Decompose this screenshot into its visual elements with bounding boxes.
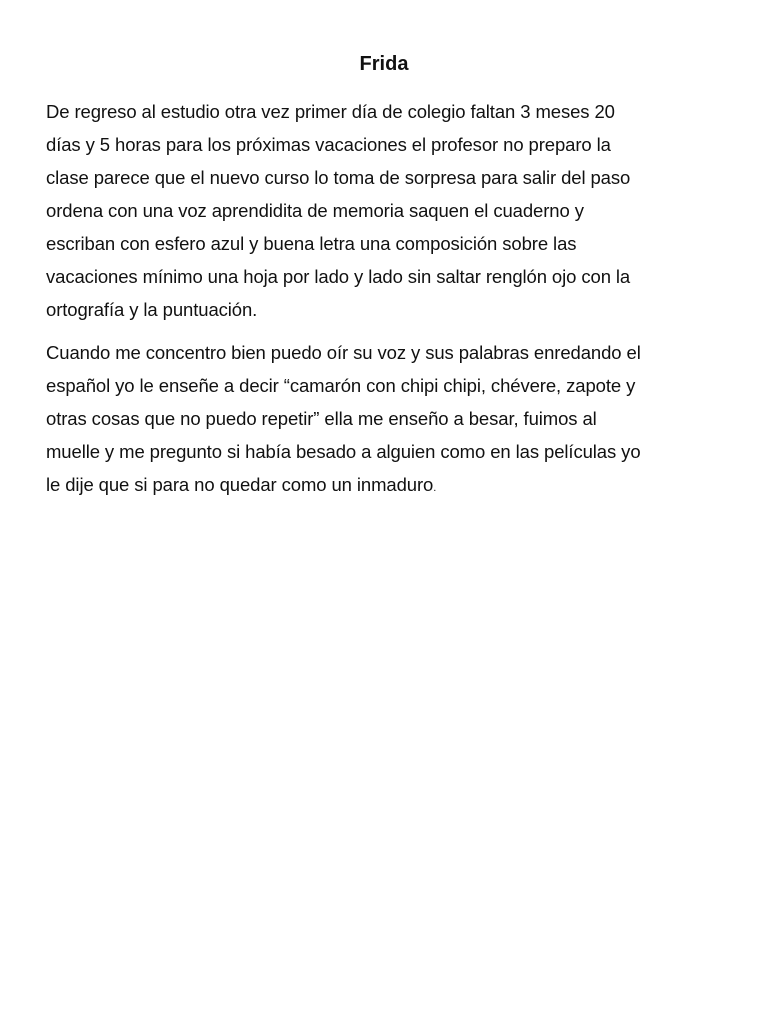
text-line-last — [46, 468, 726, 505]
text-line: ortografía y la puntuación. — [46, 299, 258, 320]
text-line: vacaciones mínimo una hoja por lado y lado sin saltar renglón ojo con la — [46, 266, 631, 287]
text-line: Cuando me concentro bien puedo oír su voz y sus palabras enredando el — [46, 342, 641, 363]
text-line: muelle y me pregunto si había besado a alguien como en las películas yo — [46, 441, 641, 462]
paragraph-1 — [46, 95, 726, 326]
text-line: clase parece que el nuevo curso lo toma de sorpresa para salir del paso — [46, 167, 631, 188]
text-line: español yo le enseñe a decir “camarón con chipi chipi, chévere, zapote y — [46, 375, 636, 396]
text-line: escriban con esfero azul y buena letra una composición sobre las — [46, 233, 577, 254]
text-line: ordena con una voz aprendidita de memoria saquen el cuaderno y — [46, 200, 584, 221]
text-line: De regreso al estudio otra vez primer día de colegio faltan 3 meses 20 — [46, 101, 615, 122]
document-title: Frida — [359, 53, 409, 75]
text-line: otras cosas que no puedo repetir” ella me enseño a besar, fuimos al — [46, 408, 597, 429]
last-line-text: le dije que si para no quedar como un inmaduro — [46, 474, 434, 495]
text-line: días y 5 horas para los próximas vacaciones el profesor no preparo la — [46, 134, 611, 155]
end-mark: . — [433, 482, 437, 494]
document-body — [46, 95, 726, 505]
paragraph-2 — [46, 336, 726, 505]
